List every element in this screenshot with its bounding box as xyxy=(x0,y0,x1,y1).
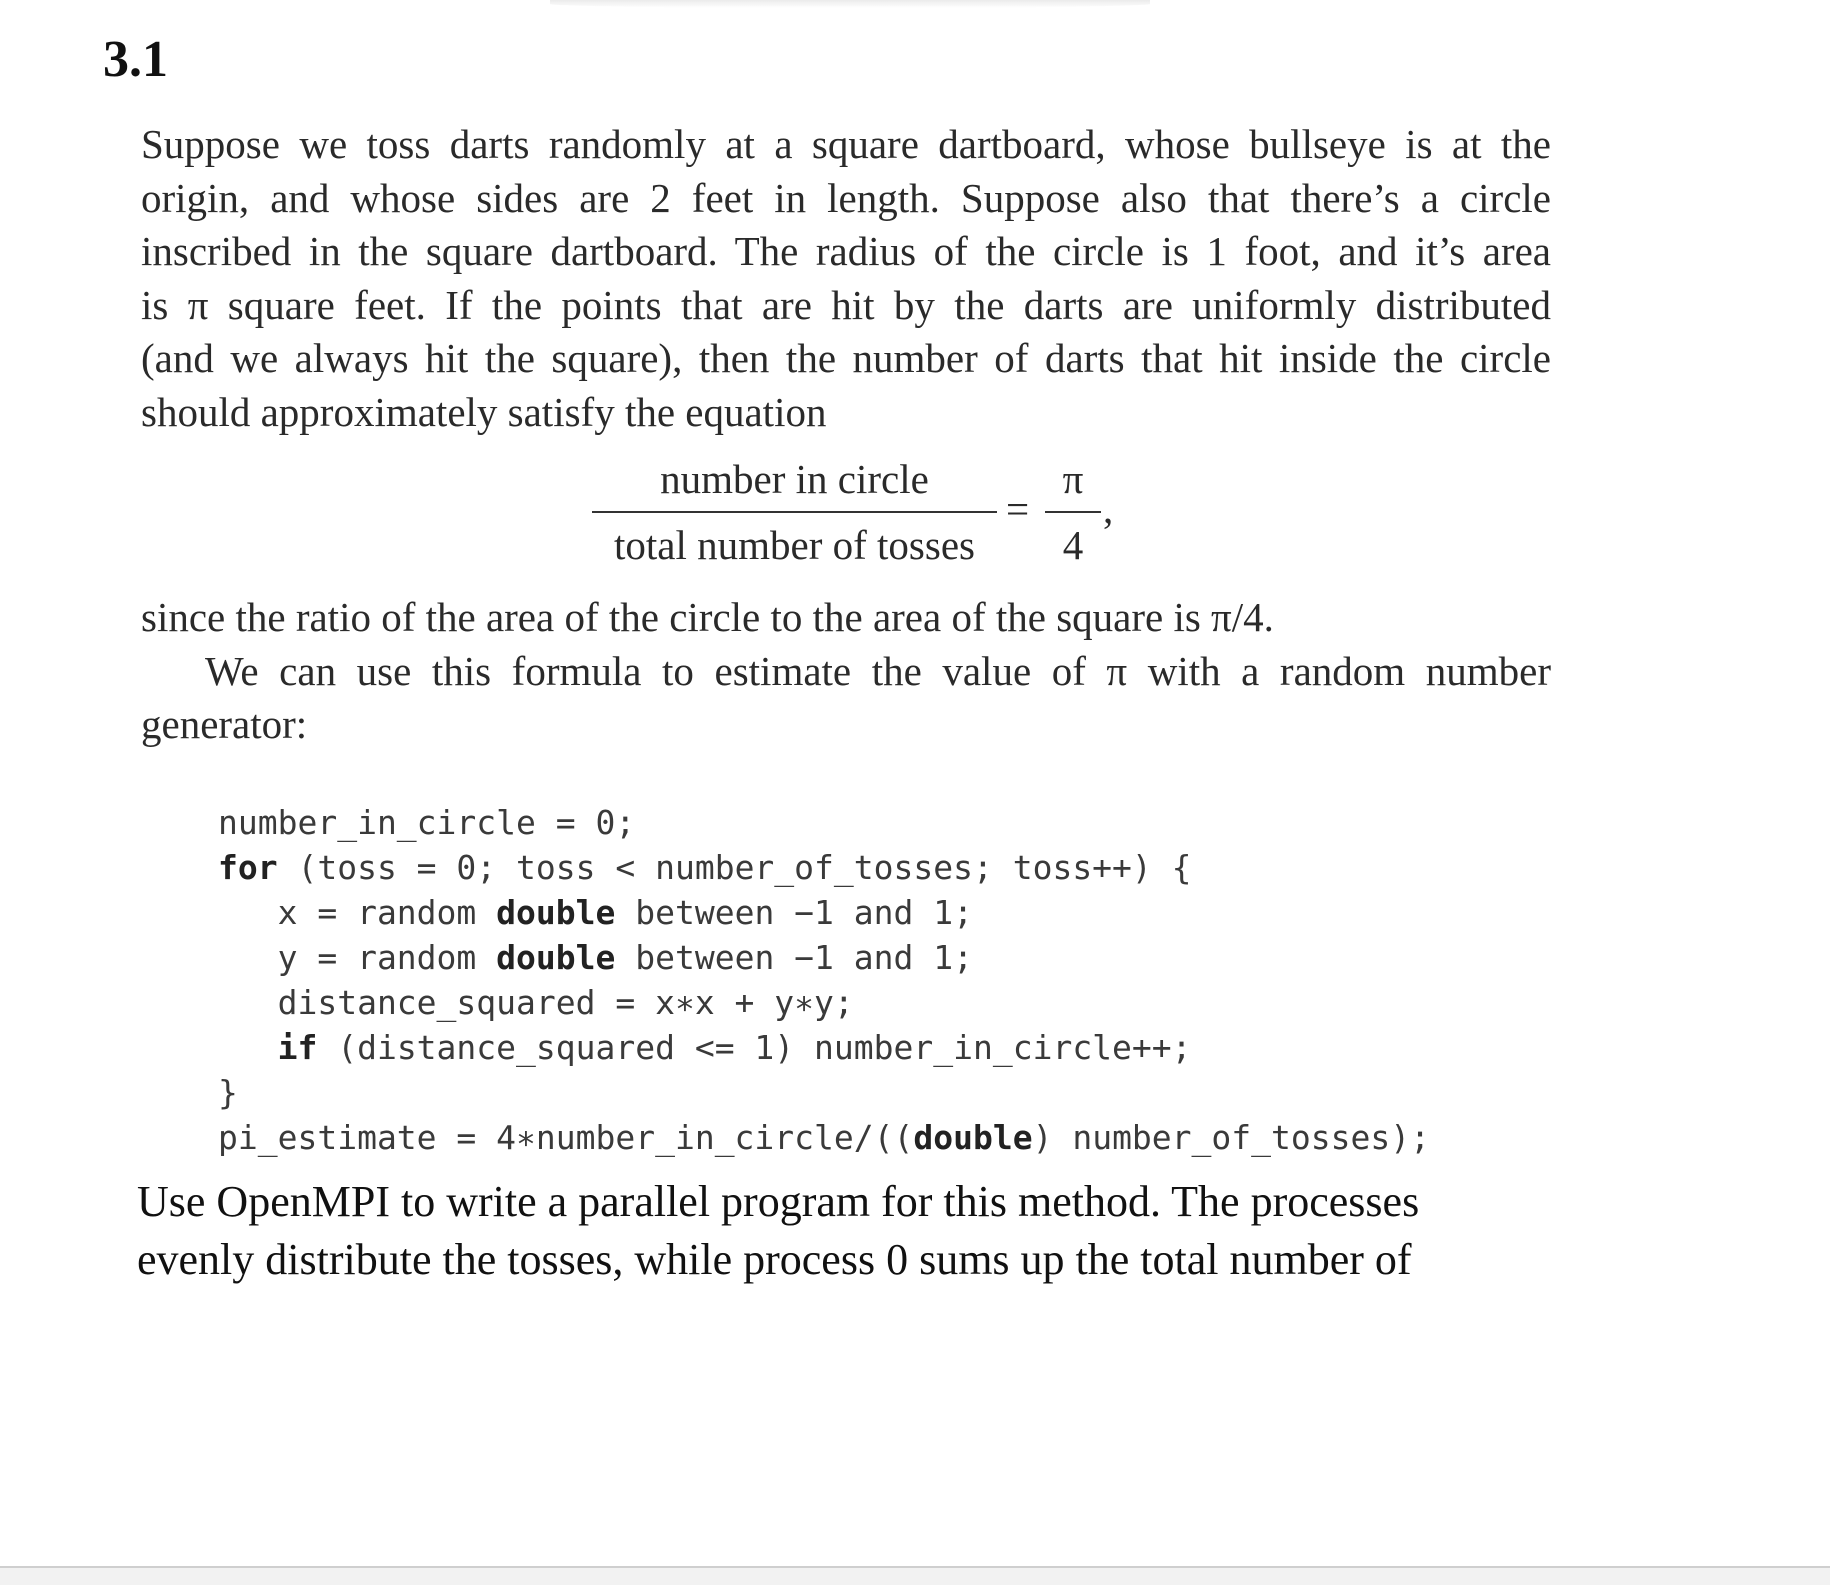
estimate-line: We can use this formula to estimate the value of π with a random number xyxy=(205,647,1551,694)
intro-paragraph xyxy=(141,118,1551,439)
task-description xyxy=(137,1173,1497,1289)
pseudocode-block xyxy=(218,800,1551,1160)
problem-number: 3.1 xyxy=(103,31,168,88)
intro-line: should approximately satisfy the equation xyxy=(141,388,827,435)
intro-line: is π square feet. If the points that are hit by the darts are uniformly distributed xyxy=(141,281,1551,328)
left-fraction xyxy=(592,451,997,573)
code-text: (distance_squared <= 1) number_in_circle++; xyxy=(317,1027,1192,1067)
code-keyword: for xyxy=(218,847,278,887)
code-line xyxy=(218,890,1551,935)
code-line xyxy=(218,935,1551,980)
code-line xyxy=(218,1115,1551,1160)
intro-line: (and we always hit the square), then the number of darts that hit inside the circle xyxy=(141,335,1551,381)
code-keyword: double xyxy=(496,937,616,977)
code-line xyxy=(218,1025,1551,1070)
code-text: (toss = 0; toss < number_of_tosses; toss++) { xyxy=(277,847,1192,887)
right-numerator: π xyxy=(1062,456,1084,502)
code-text: y = random xyxy=(218,937,497,977)
ratio-paragraph xyxy=(141,591,1551,645)
code-text: pi_estimate = 4∗number_in_circle/(( xyxy=(218,1117,914,1157)
left-numerator: number in circle xyxy=(660,456,929,502)
code-line xyxy=(218,800,1551,845)
equals-sign: = xyxy=(1006,486,1030,532)
intro-line: origin, and whose sides are 2 feet in length. Suppose also that there’s a circle xyxy=(141,174,1551,221)
code-line xyxy=(218,845,1551,890)
code-text: number_in_circle = 0; xyxy=(218,802,636,842)
top-shadow xyxy=(550,0,1150,8)
intro-line: inscribed in the square dartboard. The radius of the circle is 1 foot, and it’s area xyxy=(141,228,1551,274)
after-equation-line: since the ratio of the area of the circle to the area of the square is π/4. xyxy=(141,594,1274,640)
code-text: between −1 and 1; xyxy=(615,937,973,977)
estimate-line: generator: xyxy=(141,701,308,747)
right-denominator: 4 xyxy=(1062,522,1084,568)
code-text: distance_squared = x∗x + y∗y; xyxy=(218,982,854,1022)
fraction-bar xyxy=(592,511,997,513)
estimate-paragraph xyxy=(141,645,1551,752)
task-line: Use OpenMPI to write a parallel program for this method. The processes xyxy=(137,1177,1420,1226)
textbook-excerpt xyxy=(141,118,1551,1160)
code-line xyxy=(218,980,1551,1025)
intro-line: Suppose we toss darts randomly at a square dartboard, whose bullseye is at the xyxy=(141,121,1551,167)
code-text: } xyxy=(218,1072,238,1112)
task-line: evenly distribute the tosses, while process 0 sums up the total number of xyxy=(137,1235,1412,1284)
code-keyword: if xyxy=(218,1027,318,1067)
equation-comma: , xyxy=(1103,486,1114,532)
bottom-scroll-edge xyxy=(0,1566,1830,1585)
left-denominator: total number of tosses xyxy=(614,522,975,568)
code-keyword: double xyxy=(496,892,616,932)
code-keyword: double xyxy=(913,1117,1033,1157)
fraction-bar xyxy=(1045,511,1101,513)
code-text: ) number_of_tosses); xyxy=(1032,1117,1430,1157)
ratio-equation xyxy=(141,443,1551,583)
code-text: x = random xyxy=(218,892,497,932)
code-text: between −1 and 1; xyxy=(615,892,973,932)
right-fraction xyxy=(1045,451,1101,573)
code-line xyxy=(218,1070,1551,1115)
